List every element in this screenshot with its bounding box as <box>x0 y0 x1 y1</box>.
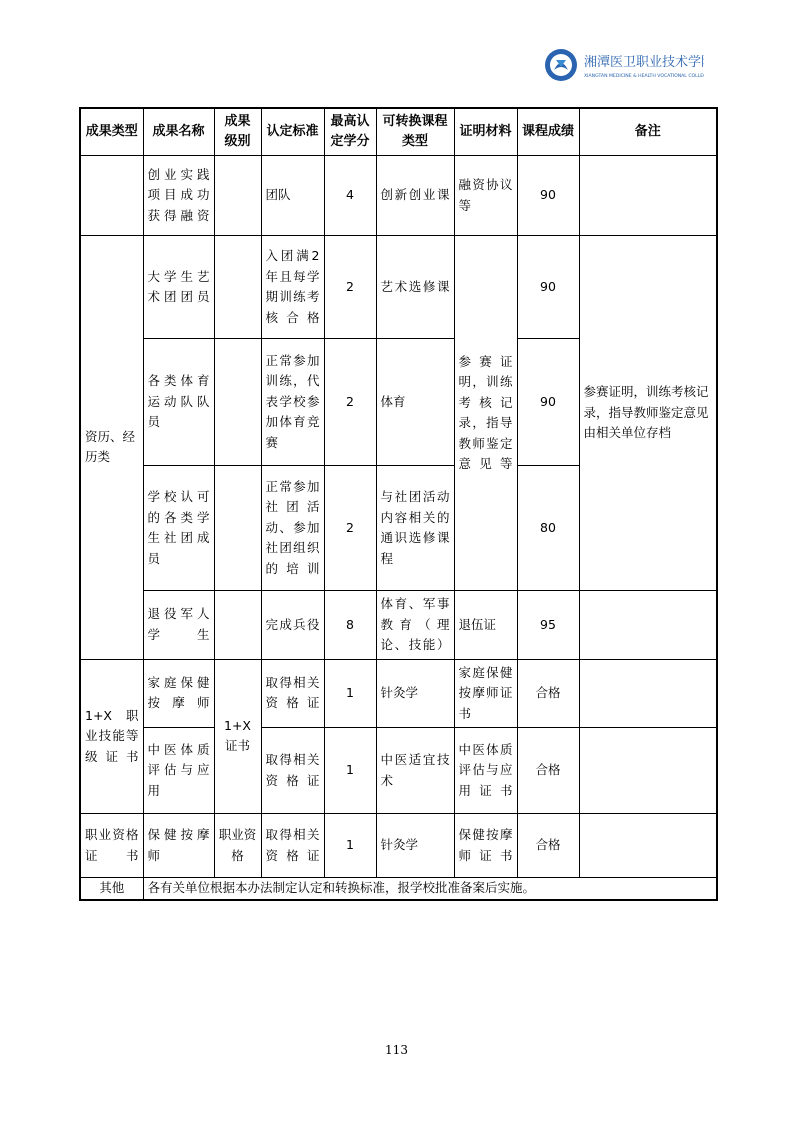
header-standard: 认定标准 <box>261 108 324 156</box>
college-name-en: XIANGTAN MEDICINE & HEALTH VOCATIONAL COLLEGE <box>584 74 704 79</box>
cell-course: 中医适宜技术 <box>376 728 454 814</box>
cell-credit: 1 <box>324 814 376 878</box>
cell-level <box>214 339 261 466</box>
cell-type <box>80 156 143 236</box>
cell-credit: 8 <box>324 591 376 660</box>
table-row <box>80 878 717 900</box>
header-score: 课程成绩 <box>517 108 579 156</box>
table-row <box>80 814 717 878</box>
cell-name: 中医体质评估与应用 <box>143 728 214 814</box>
page-number: 113 <box>385 1043 408 1057</box>
college-name-cn: 湘潭医卫职业技术学院 <box>584 55 704 70</box>
cell-proof: 退伍证 <box>454 591 517 660</box>
cell-credit: 2 <box>324 466 376 591</box>
cell-name: 大学生艺术团团员 <box>143 236 214 339</box>
table-row <box>80 236 717 339</box>
cell-level <box>214 466 261 591</box>
cell-remark <box>579 659 717 728</box>
cell-score: 80 <box>517 466 579 591</box>
cell-course: 艺术选修课 <box>376 236 454 339</box>
table-row <box>80 728 717 814</box>
cell-proof: 保健按摩师证书 <box>454 814 517 878</box>
cell-course: 针灸学 <box>376 659 454 728</box>
cell-standard: 取得相关资格证 <box>261 659 324 728</box>
cell-standard: 取得相关资格证 <box>261 814 324 878</box>
header-course: 可转换课程类型 <box>376 108 454 156</box>
cell-score: 合格 <box>517 814 579 878</box>
cell-level <box>214 236 261 339</box>
cell-proof: 参赛证明，训练考核记录，指导教师鉴定意见等 <box>454 236 517 591</box>
cell-type: 职业资格证书 <box>80 814 143 878</box>
cell-level: 1+X证书 <box>214 659 261 814</box>
cell-standard: 完成兵役 <box>261 591 324 660</box>
cell-course: 体育、军事教育（理论、技能） <box>376 591 454 660</box>
cell-standard: 团队 <box>261 156 324 236</box>
cell-score: 合格 <box>517 728 579 814</box>
cell-score: 90 <box>517 156 579 236</box>
header-name: 成果名称 <box>143 108 214 156</box>
cell-name: 各类体育运动队队员 <box>143 339 214 466</box>
header-credit: 最高认定学分 <box>324 108 376 156</box>
cell-standard: 入团满2年且每学期训练考核合格 <box>261 236 324 339</box>
cell-course: 与社团活动内容相关的通识选修课程 <box>376 466 454 591</box>
cell-level <box>214 156 261 236</box>
credit-conversion-table <box>79 107 718 901</box>
cell-type: 1+X 职业技能等级证书 <box>80 659 143 814</box>
cell-course: 体育 <box>376 339 454 466</box>
table-row <box>80 659 717 728</box>
cell-course: 针灸学 <box>376 814 454 878</box>
cell-note: 各有关单位根据本办法制定认定和转换标准，报学校批准备案后实施。 <box>143 878 717 900</box>
cell-name: 家庭保健按摩师 <box>143 659 214 728</box>
cell-level: 职业资格 <box>214 814 261 878</box>
header-remark: 备注 <box>579 108 717 156</box>
cell-remark: 参赛证明，训练考核记录，指导教师鉴定意见由相关单位存档 <box>579 236 717 591</box>
cell-standard: 正常参加训练，代表学校参加体育竞赛 <box>261 339 324 466</box>
cell-score: 90 <box>517 339 579 466</box>
cell-name: 退役军人学生 <box>143 591 214 660</box>
cell-credit: 4 <box>324 156 376 236</box>
header-type: 成果类型 <box>80 108 143 156</box>
cell-level <box>214 591 261 660</box>
table-row <box>80 591 717 660</box>
cell-type: 其他 <box>80 878 143 900</box>
cell-standard: 取得相关资格证 <box>261 728 324 814</box>
header-level: 成果级别 <box>214 108 261 156</box>
cell-remark <box>579 814 717 878</box>
cell-proof: 融资协议等 <box>454 156 517 236</box>
cell-credit: 2 <box>324 339 376 466</box>
cell-proof: 中医体质评估与应用证书 <box>454 728 517 814</box>
header-proof: 证明材料 <box>454 108 517 156</box>
cell-credit: 1 <box>324 659 376 728</box>
cell-score: 95 <box>517 591 579 660</box>
cell-name: 保健按摩师 <box>143 814 214 878</box>
cell-type: 资历、经历类 <box>80 236 143 660</box>
cell-remark <box>579 591 717 660</box>
cell-course: 创新创业课 <box>376 156 454 236</box>
cell-name: 创业实践项目成功获得融资 <box>143 156 214 236</box>
cell-credit: 1 <box>324 728 376 814</box>
college-logo <box>544 48 704 82</box>
table-row <box>80 156 717 236</box>
cell-score: 90 <box>517 236 579 339</box>
cell-remark <box>579 156 717 236</box>
cell-proof: 家庭保健按摩师证书 <box>454 659 517 728</box>
cell-score: 合格 <box>517 659 579 728</box>
cell-remark <box>579 728 717 814</box>
cell-name: 学校认可的各类学生社团成员 <box>143 466 214 591</box>
cell-standard: 正常参加社团活动、参加社团组织的培训 <box>261 466 324 591</box>
cell-credit: 2 <box>324 236 376 339</box>
